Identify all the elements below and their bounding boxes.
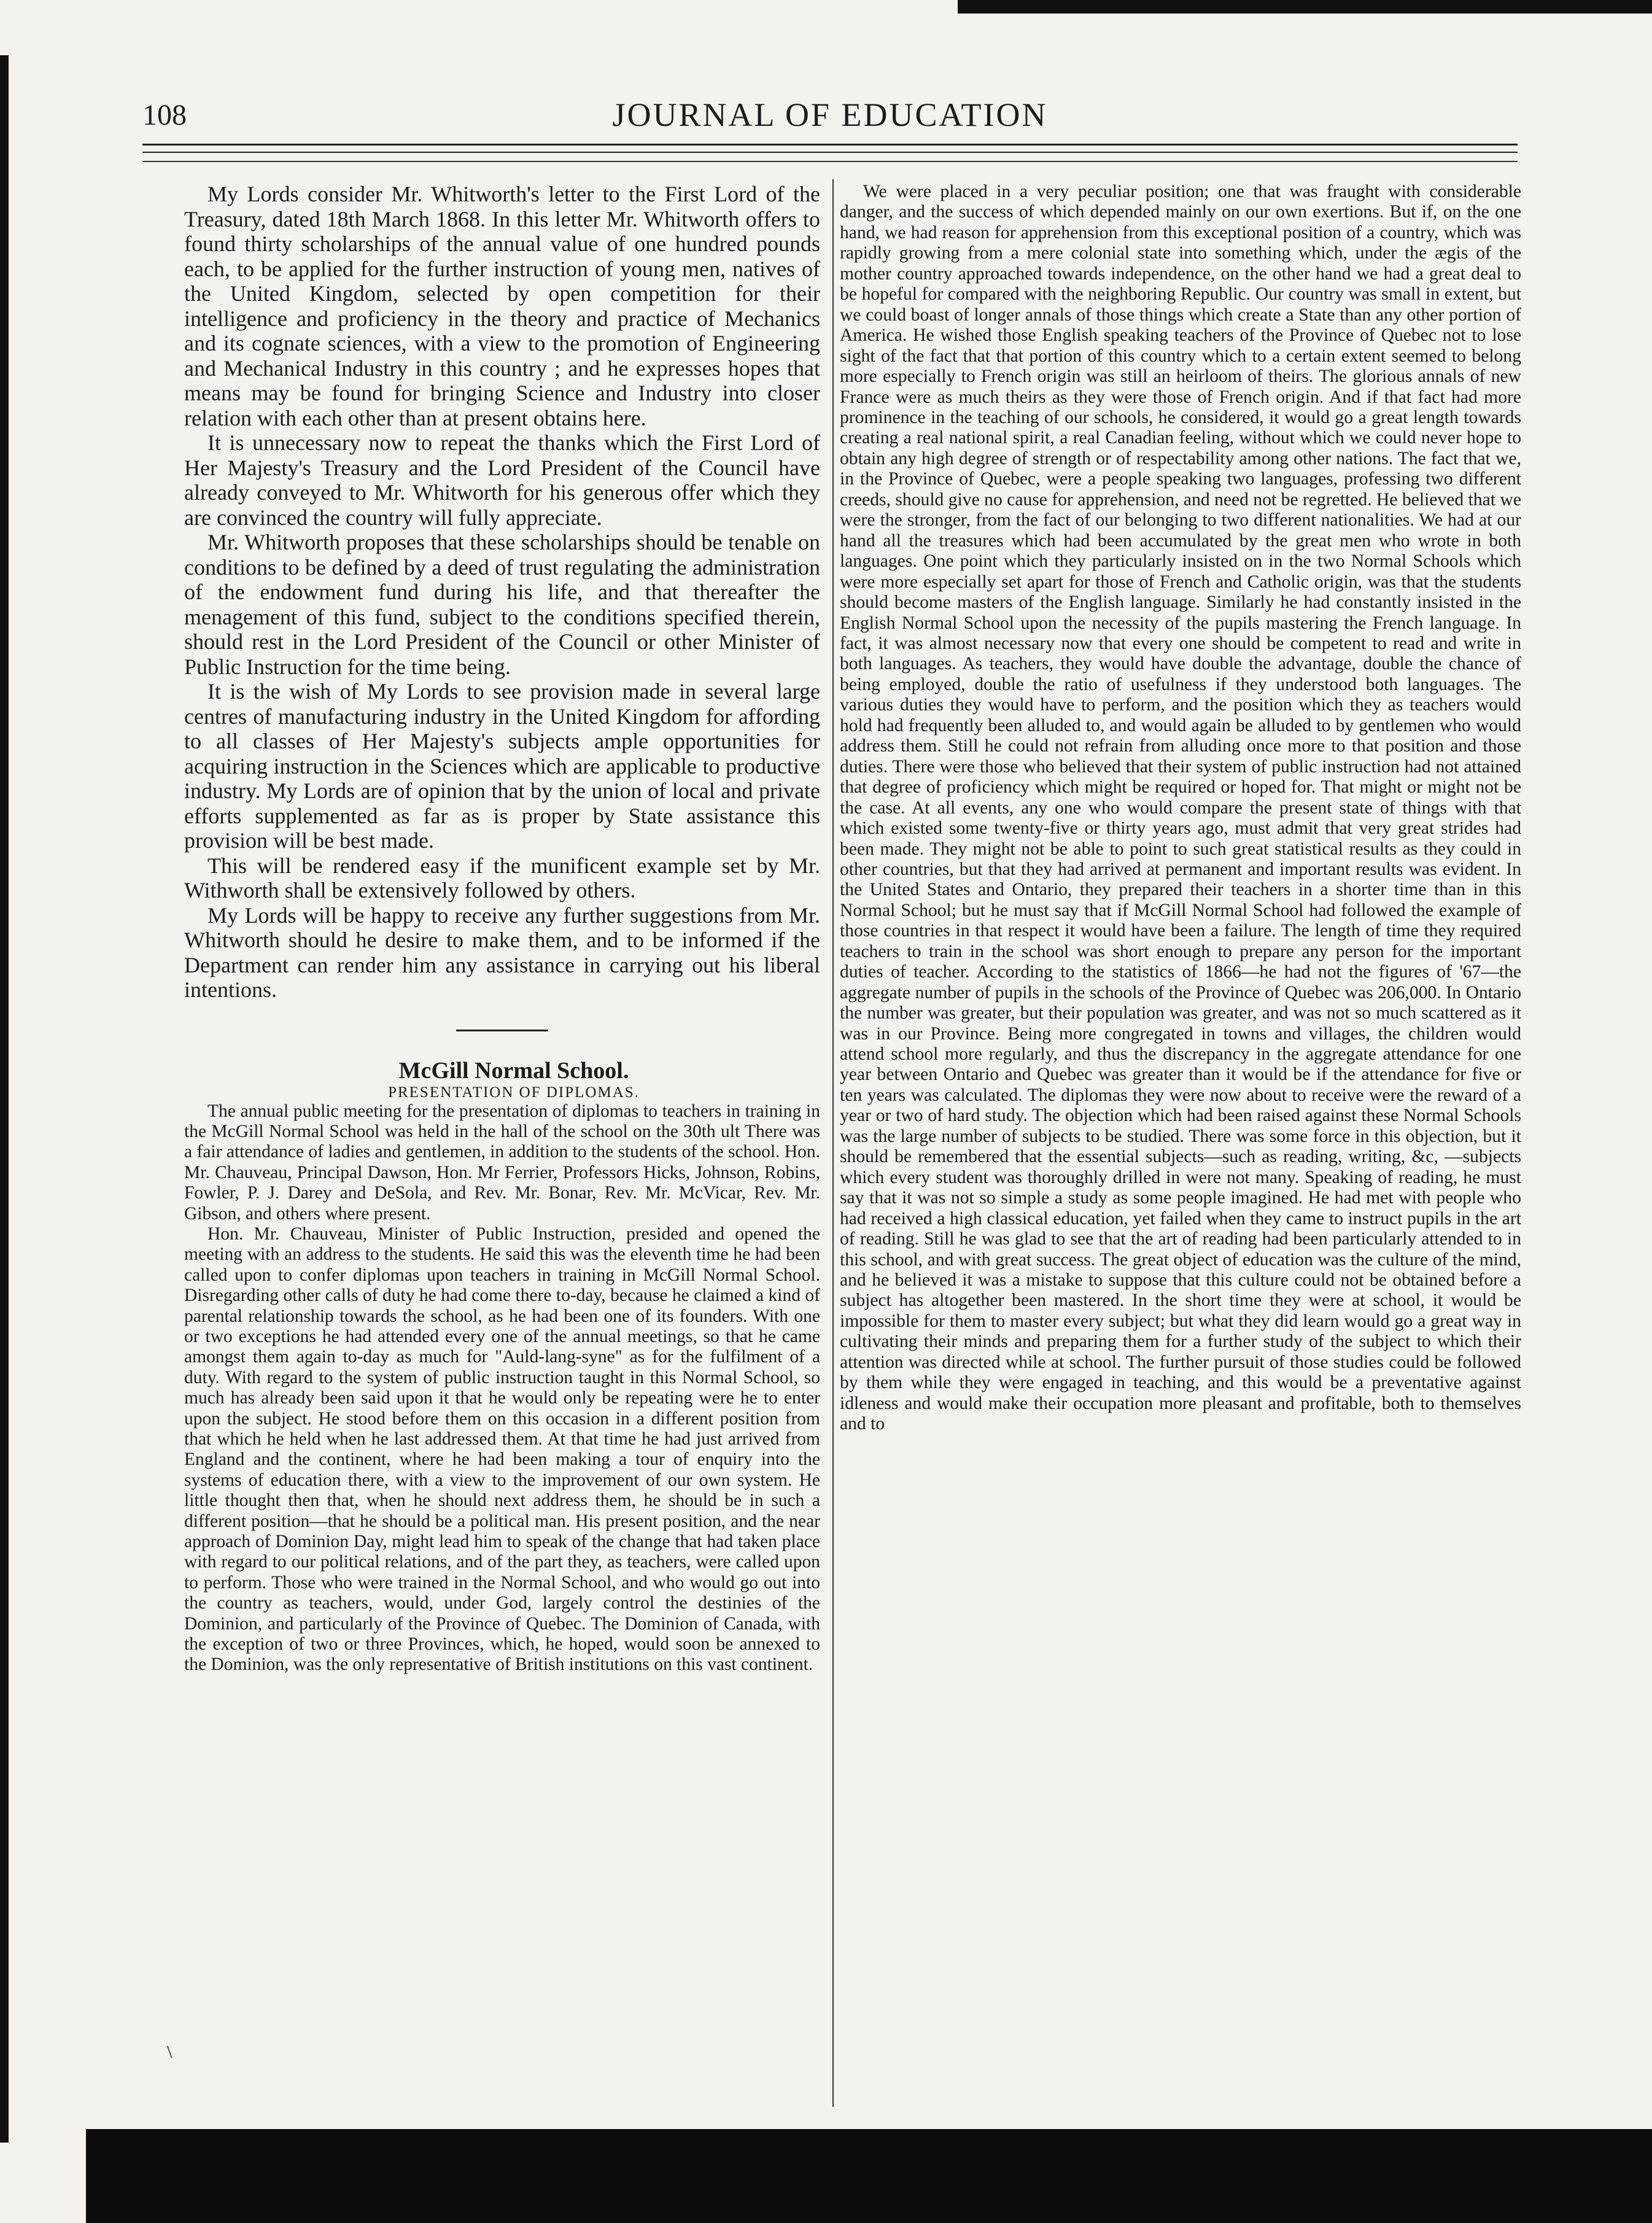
page-number: 108 <box>142 99 187 131</box>
paragraph: This will be rendered easy if the munificent example set by Mr. Withworth shall be extensively followed by others. <box>184 853 820 902</box>
left-column <box>184 182 820 1675</box>
paragraph: We were placed in a very peculiar position; one that was fraught with considerable danger, and the success of which depended mainly on our own exertions. But if, on the one hand, we had reason for apprehension from this exceptional position of a country, which was rapidly growing from a mere colonial state into something which, under the ægis of the mother country approached towards independence, on the other hand we had a great deal to be hopeful for compared with the neighboring Republic. Our country was small in extent, but we could boast of longer annals of those things which create a State than any other portion of America. He wished those English speaking teachers of the Province of Quebec not to lose sight of the fact that that portion of this country which to a certain extent seemed to belong more especially to French origin was still an heirloom of theirs. The glorious annals of new France were as much theirs as they were those of French origin. And if that fact had more prominence in the teaching of our schools, he considered, it would go a great length towards creating a real national spirit, a real Canadian feeling, without which we could never hope to obtain any high degree of strength or of respectability among other nations. The fact that we, in the Province of Quebec, were a people speaking two languages, professing two different creeds, should give no cause for apprehension, and need not be regretted. He believed that we were the stronger, from the fact of our belonging to two different nationalities. We had at our hand all the treasures which had been accumulated by the great men who wrote in both languages. One point which they particularly insisted on in the two Normal Schools which were more especially set apart for those of French and Catholic origin, was that the students should become masters of the English language. Similarly he had constantly insisted in the English Normal School upon the necessity of the pupils mastering the French language. In fact, it was almost necessary now that every one should be competent to read and write in both languages. As teachers, they would have double the advantage, double the chance of being employed, double the ratio of usefulness if they understood both languages. The various duties they would have to perform, and the position which they as teachers would hold had frequently been alluded to, and would again be alluded to by gentlemen who would address them. Still he could not refrain from alluding once more to that position and those duties. There were those who believed that their system of public instruction had not attained that degree of proficiency which might be required or hoped for. That might or might not be the case. At all events, any one who would compare the present state of things with that which existed some twenty-five or thirty years ago, must admit that very great strides had been made. They might not be able to point to such great statistical results as they could in other countries, but that they had arrived at permanent and important results was evident. In the United States and Ontario, they prepared their teachers in a shorter time than in this Normal School; but he must say that if McGill Normal School had followed the example of those countries in that respect it would have been a failure. The length of time they required teachers to train in the school was short enough to prepare any person for the important duties of teacher. According to the statistics of 1866—he had not the figures of '67—the aggregate number of pupils in the schools of the Province of Quebec was 206,000. In Ontario the number was greater, but their population was greater, and was not so much scattered as it was in our Province. Being more congregated in towns and villages, the children would attend school more regularly, and thus the discrepancy in the aggregate attendance for one year between Ontario and Quebec was greater than it would be if the attendance for five or ten years was calculated. The diplomas they were now about to receive were the reward of a year or two of hard study. The objection which had been raised against these Normal Schools was the large number of subjects to be studied. There was some force in this objection, but it should be remembered that the essential subjects—such as reading, writing, &c, —subjects which every student was thoroughly drilled in were not many. Speaking of reading, he must say that it was not so simple a study as some people imagined. He had met with people who had received a high classical education, yet failed when they came to instruct pupils in the art of reading. Still he was glad to see that the art of reading had been particularly attended to in this school, and with great success. The great object of education was the culture of the mind, and he believed it was a mistake to suppose that this culture could not be obtained before a subject has altogether been mastered. In the short time they were at school, it would be impossible for them to master every subject; but what they did learn would go a great way in cultivating their minds and preparing them for a further study of the subject to which their attention was directed while at school. The further pursuit of those studies could be followed by them while they were engaged in teaching, and this would be a preventative against idleness and would make their occupation more pleasant and profitable, both to themselves and to <box>840 182 1521 1434</box>
section-divider <box>456 1030 548 1031</box>
top-edge-rule <box>958 0 1652 14</box>
page-header <box>142 98 1518 135</box>
paragraph: My Lords will be happy to receive any further suggestions from Mr. Whitworth should he desire to make them, and to be informed if the Department can render him any assistance in carrying out his liberal intentions. <box>184 902 820 1002</box>
bottom-scan-bar <box>86 2129 1652 2223</box>
running-head: JOURNAL OF EDUCATION <box>612 96 1048 133</box>
paragraph: Mr. Whitworth proposes that these scholarships should be tenable on conditions to be defined by a deed of trust regulating the administration of the endowment fund during his life, and that thereafter the menagement of this fund, subject to the conditions specified therein, should rest in the Lord President of the Council or other Minister of Public Instruction for the time being. <box>184 530 820 679</box>
whitworth-letter <box>184 182 820 1003</box>
paragraph: It is the wish of My Lords to see provision made in several large centres of manufacturing industry in the United Kingdom for affording to all classes of Her Majesty's subjects ample opportunities for acquiring instruction in the Sciences which are applicable to productive industry. My Lords are of opinion that by the union of local and private efforts supplemented as far as is proper by State assistance this provision will be best made. <box>184 679 820 853</box>
header-rule <box>142 161 1518 162</box>
paragraph: It is unnecessary now to repeat the thanks which the First Lord of Her Majesty's Treasury and the Lord President of the Council have already conveyed to Mr. Whitworth for his generous offer which they are convinced the country will fully appreciate. <box>184 430 820 530</box>
section-title: McGill Normal School. <box>398 1057 629 1084</box>
section-subtitle: PRESENTATION OF DIPLOMAS. <box>388 1084 640 1101</box>
stray-mark: \ <box>167 2042 173 2062</box>
paragraph: The annual public meeting for the presentation of diplomas to teachers in training in the McGill Normal School was held in the hall of the school on the 30th ult There was a fair attendance of ladies and gentlemen, in addition to the students of the school. Hon. Mr. Chauveau, Principal Dawson, Hon. Mr Ferrier, Professors Hicks, Johnson, Robins, Fowler, P. J. Darey and DeSola, and Rev. Mr. Bonar, Rev. Mr. McVicar, Rev. Mr. Gibson, and others where present. <box>184 1101 820 1224</box>
mcgill-report <box>184 1101 820 1675</box>
paragraph: My Lords consider Mr. Whitworth's letter to the First Lord of the Treasury, dated 18th March 1868. In this letter Mr. Whitworth offers to found thirty scholarships of the annual value of one hundred pounds each, to be applied for the further instruction of young men, natives of the United Kingdom, selected by open competition for their intelligence and proficiency in the theory and practice of Mechanics and its cognate sciences, with a view to the promotion of Engineering and Mechanical Industry in this country ; and he expresses hopes that means may be found for bringing Science and Industry into closer relation with each other than at present obtains here. <box>184 182 820 430</box>
paragraph: Hon. Mr. Chauveau, Minister of Public Instruction, presided and opened the meeting with an address to the students. He said this was the eleventh time he had been called upon to confer diplomas upon teachers in training in McGill Normal School. Disregarding other calls of duty he had come there to-day, because he claimed a kind of parental relationship towards the school, as he had been one of its founders. With one or two exceptions he had attended every one of the annual meetings, so that he came amongst them again to-day as much for "Auld-lang-syne" as for the fulfilment of a duty. With regard to the system of public instruction taught in this Normal School, so much has already been said upon it that he would only be repeating were he to enter upon the subject. He stood before them on this occasion in a different position from that which he held when he last addressed them. At that time he had just arrived from England and the continent, where he had been making a tour of enquiry into the systems of education there, with a view to the improvement of our own system. He little thought then that, when he should next address them, he should be in such a different position—that he should be a political man. His present position, and the near approach of Dominion Day, might lead him to speak of the change that had taken place with regard to our political relations, and of the part they, as teachers, were called upon to perform. Those who were trained in the Normal School, and who would go out into the country as teachers, would, under God, largely control the destinies of the Dominion, and particularly of the Province of Quebec. The Dominion of Canada, with the exception of two or three Provinces, which, he hoped, would soon be annexed to the Dominion, was the only representative of British institutions on this vast continent. <box>184 1224 820 1675</box>
header-double-rule <box>142 144 1518 153</box>
binding-edge <box>0 55 9 2143</box>
column-divider <box>832 179 834 2107</box>
right-column <box>840 182 1521 1435</box>
